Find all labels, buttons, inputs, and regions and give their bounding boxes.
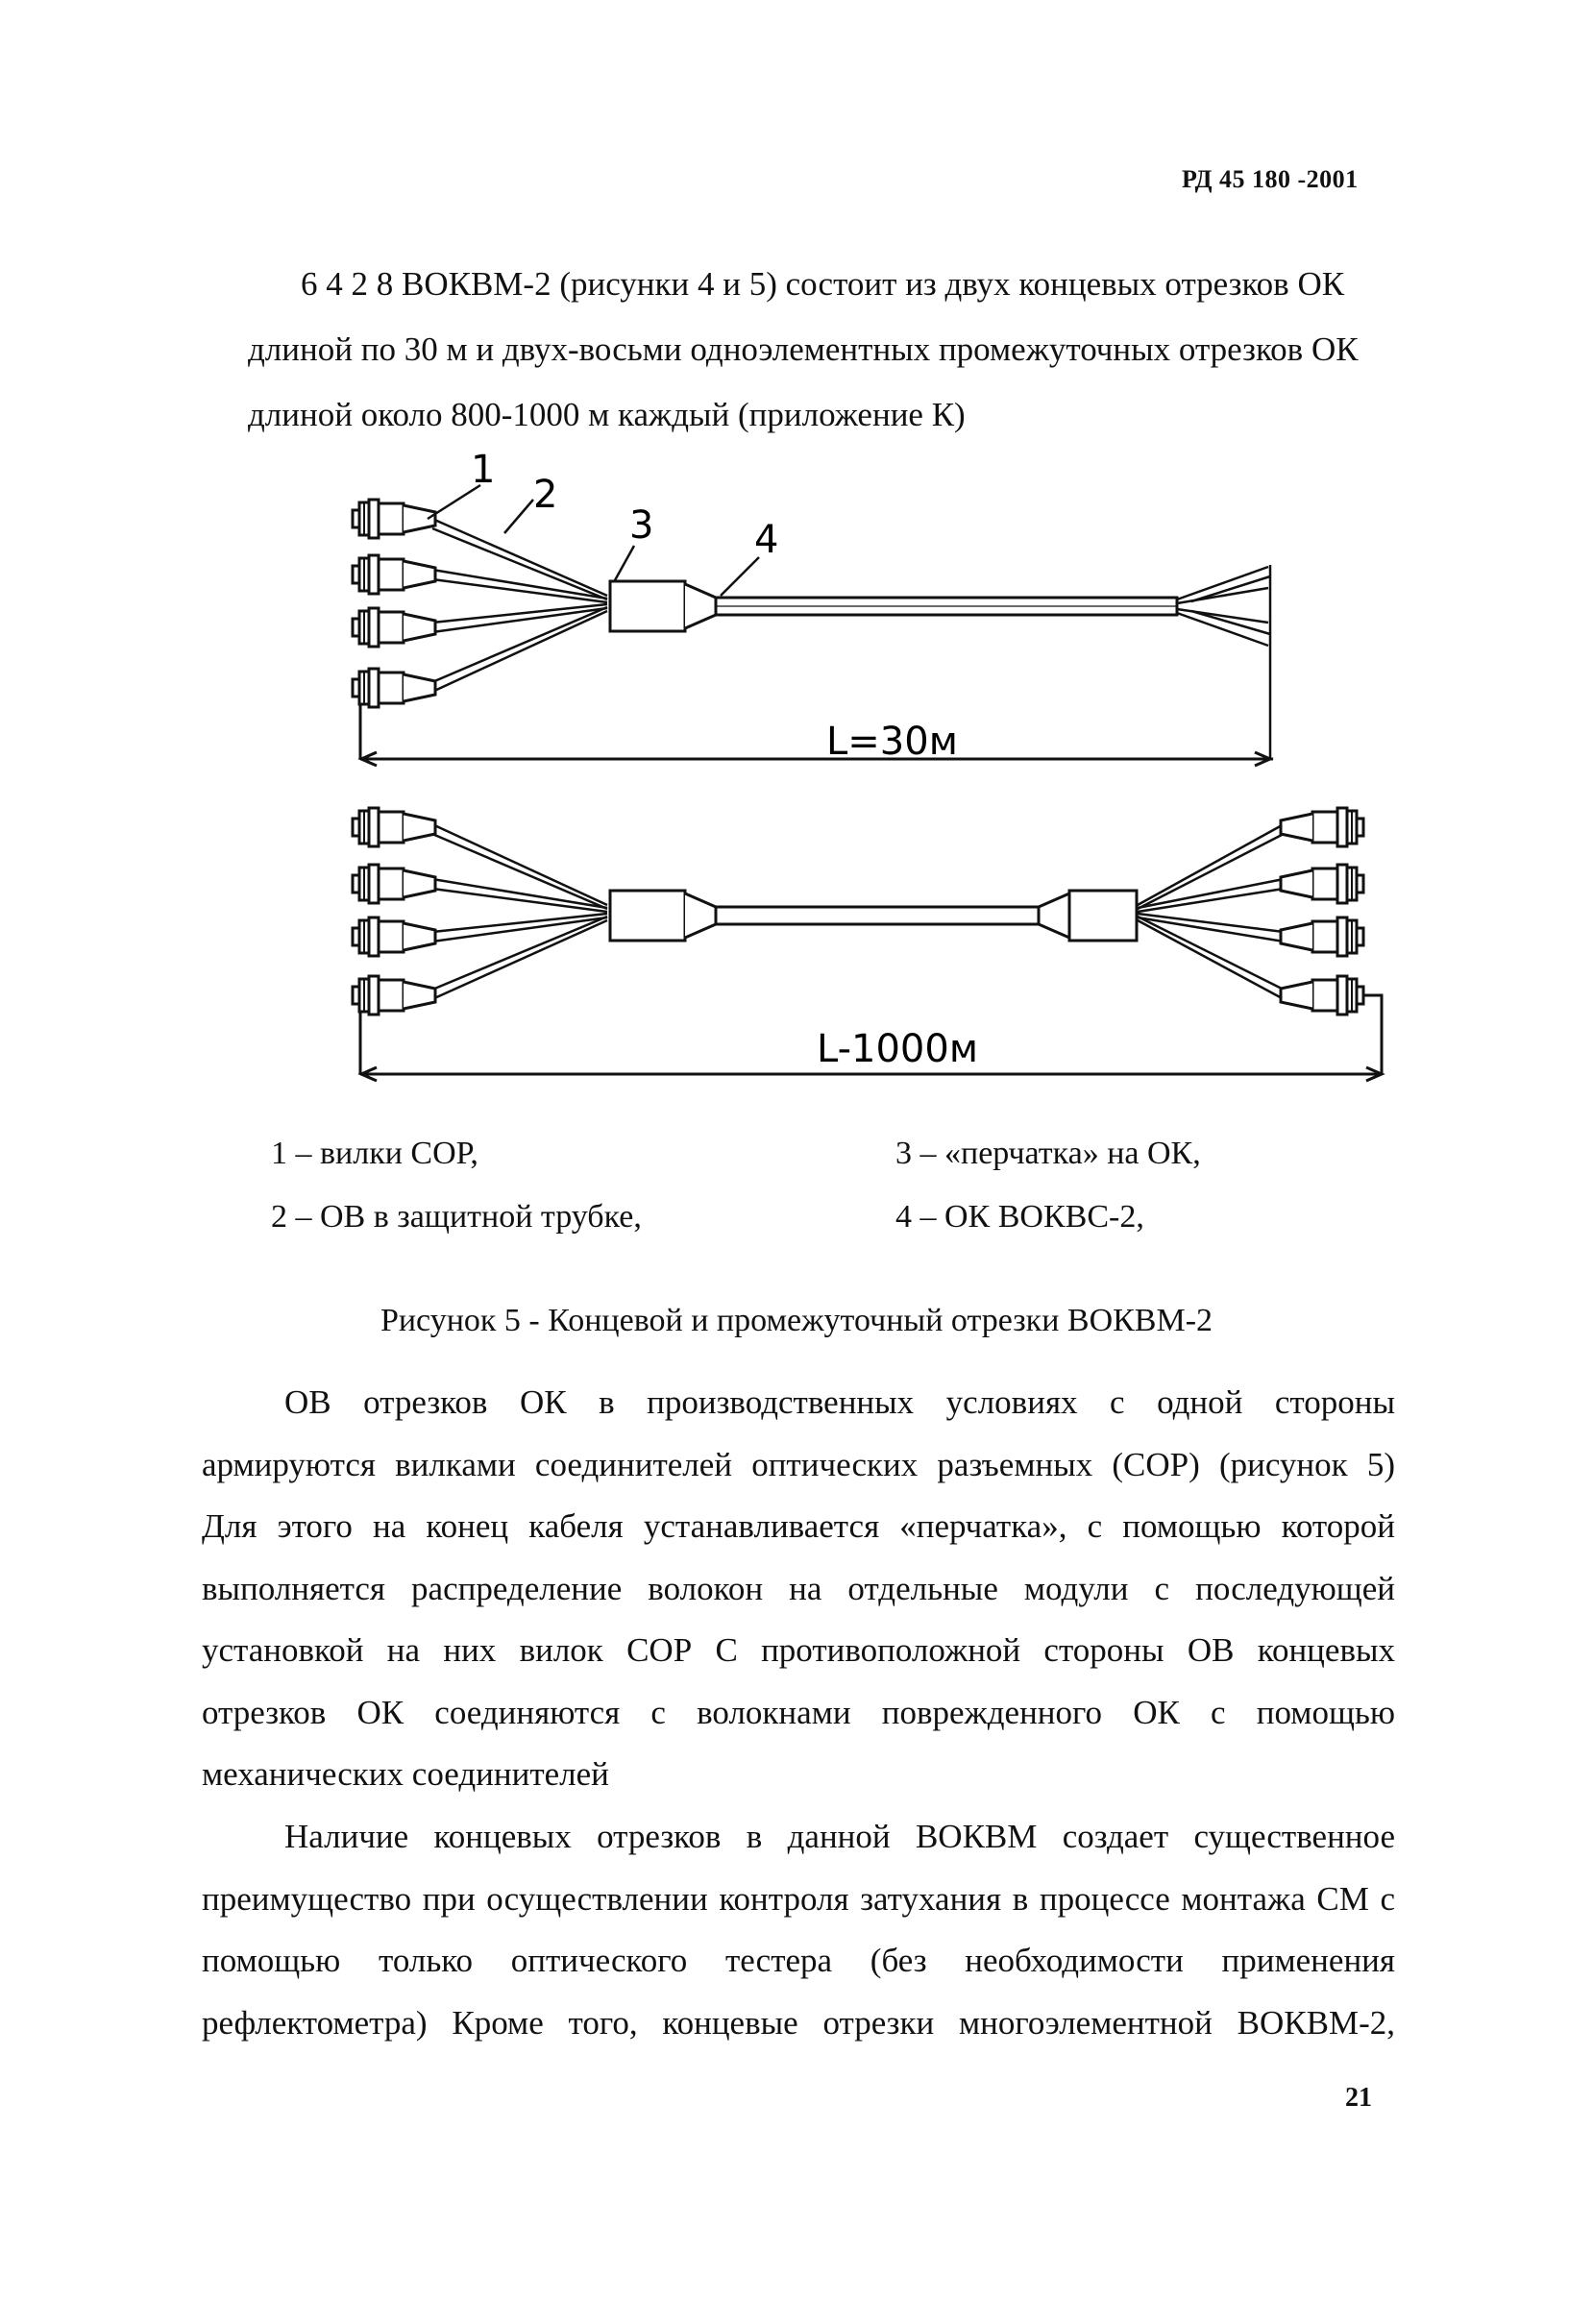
legend-item-3: 3 – «перчатка» на ОК, [895, 1136, 1201, 1171]
body2-line-1: Наличие концевых отрезков в данной ВОКВМ создает существенное [284, 1818, 1395, 1855]
body2-line-4: рефлектометра) Кроме того, концевые отрезки многоэлементной ВОКВМ-2, [202, 2003, 1395, 2042]
body1-line-4: выполняется распределение волокон на отдельные модули с последующей [202, 1569, 1395, 1607]
sor-plug-icon [353, 917, 435, 956]
callout-1: 1 [471, 448, 496, 492]
sor-plug-icon [353, 976, 435, 1015]
sor-plug-icon [353, 865, 435, 903]
body1-line-3: Для этого на конец кабеля устанавливается «перчатка», с помощью которой [202, 1507, 1395, 1545]
intro-line-3: длиной около 800-1000 м каждый (приложение К) [248, 396, 966, 433]
top-length-label: L=30м [826, 720, 958, 764]
sor-plug-icon [1281, 917, 1363, 956]
body1-line-1: ОВ отрезков ОК в производственных условиях с одной стороны [284, 1383, 1395, 1421]
legend-item-4: 4 – ОК ВОКВС-2, [895, 1199, 1144, 1235]
glove-icon [1069, 891, 1137, 941]
sor-plug-icon [353, 669, 435, 707]
body1-line-2: армируются вилками соединителей оптических разъемных (СОР) (рисунок 5) [202, 1445, 1395, 1483]
sor-plug-icon [1281, 808, 1363, 846]
sor-plug-icon [1281, 976, 1363, 1015]
sor-plug-icon [353, 555, 435, 594]
page-number: 21 [1345, 2083, 1372, 2113]
sor-plug-icon [353, 500, 435, 538]
callout-4: 4 [754, 518, 779, 562]
body2-line-3: помощью только оптического тестера (без необходимости применения [202, 1942, 1395, 1979]
body1-line-5: установкой на них вилок СОР С противоположной стороны ОВ концевых [202, 1631, 1395, 1669]
callout-3: 3 [629, 503, 654, 548]
intro-line-2: длиной по 30 м и двух-восьми одноэлементных промежуточных отрезков ОК [248, 330, 1359, 368]
body-paragraph-1 [202, 1372, 1395, 1806]
sor-plug-icon [353, 808, 435, 846]
document-code: РД 45 180 -2001 [1182, 165, 1359, 193]
glove-icon [610, 581, 685, 631]
glove-icon [610, 891, 685, 941]
legend-item-2: 2 – ОВ в защитной трубке, [271, 1199, 642, 1235]
top-cable-assembly [353, 448, 1273, 766]
callout-2: 2 [533, 473, 558, 517]
legend-item-1: 1 – вилки СОР, [271, 1136, 478, 1171]
sor-plug-icon [353, 608, 435, 647]
bottom-cable-assembly [353, 808, 1382, 1081]
sor-plug-icon [1281, 865, 1363, 903]
body-paragraph-2 [202, 1806, 1395, 2054]
bottom-length-label: L-1000м [817, 1027, 978, 1071]
body1-line-6: отрезков ОК соединяются с волокнами поврежденного ОК с помощью [202, 1693, 1395, 1731]
figure-caption: Рисунок 5 - Концевой и промежуточный отрезки ВОКВМ-2 [380, 1303, 1213, 1338]
intro-line-1: 6 4 2 8 ВОКВМ-2 (рисунки 4 и 5) состоит из двух концевых отрезков ОК [301, 265, 1345, 303]
body1-line-7: механических соединителей [202, 1755, 609, 1793]
body2-line-2: преимущество при осуществлении контроля затухания в процессе монтажа СМ с [202, 1879, 1395, 1918]
